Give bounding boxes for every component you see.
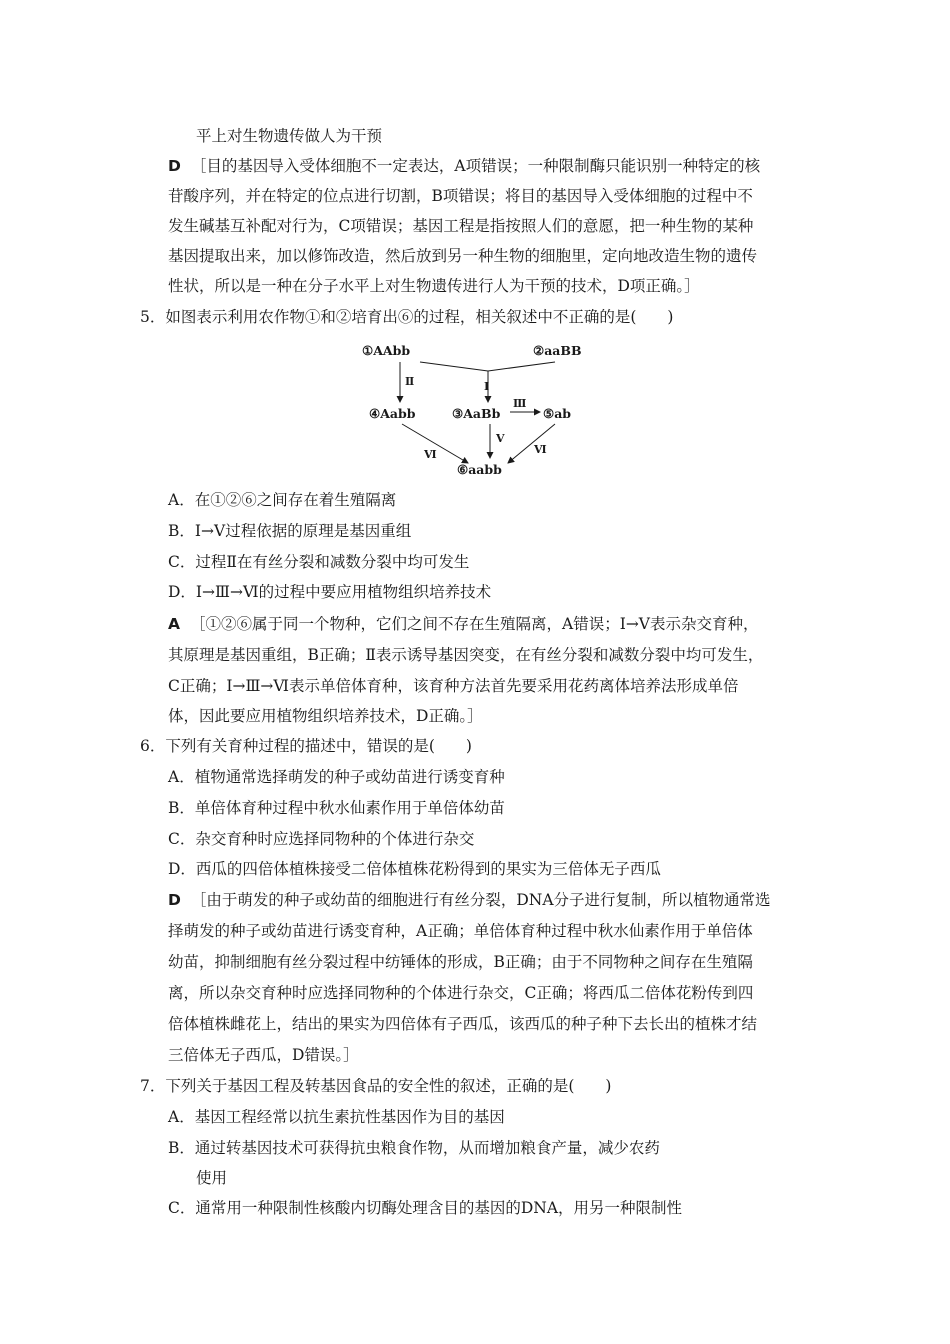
q6-explanation-line: 三倍体无子西瓜，D错误。］ — [168, 1046, 359, 1064]
q5-explanation-line: C正确；Ⅰ→Ⅲ→Ⅵ表示单倍体育种，该育种方法首先要采用花药离体培养法形成单倍 — [168, 677, 739, 695]
q5-explanation-line: 体，因此要应用植物组织培养技术，D正确。］ — [168, 707, 483, 725]
label-I: Ⅰ — [484, 380, 490, 393]
node-4: ④Aabb — [369, 406, 416, 421]
q5-stem: 5．如图表示利用农作物①和②培育出⑥的过程，相关叙述中不正确的是( ) — [140, 308, 674, 326]
q6-answer: D — [168, 891, 181, 909]
arrow-5-to-6 — [508, 424, 555, 463]
prev-explanation-line: 基因提取出来，加以修饰改造，然后放到另一种生物的细胞里，定向地改造生物的遗传 — [168, 247, 758, 265]
label-VI-left: Ⅵ — [424, 448, 437, 461]
q6-explanation-line: 择萌发的种子或幼苗进行诱变育种，A正确；单倍体育种过程中秋水仙素作用于单倍体 — [168, 922, 753, 940]
prev-option-tail: 平上对生物遗传做人为干预 — [196, 127, 383, 145]
q7-option-a: A．基因工程经常以抗生素抗性基因作为目的基因 — [168, 1108, 505, 1126]
q6-explanation-line: 幼苗，抑制细胞有丝分裂过程中纺锤体的形成，B正确；由于不同物种之间存在生殖隔 — [168, 953, 753, 971]
node-1: ①AAbb — [362, 343, 411, 358]
prev-explanation-line: 苷酸序列，并在特定的位点进行切割，B项错误；将目的基因导入受体细胞的过程中不 — [168, 187, 753, 205]
node-6: ⑥aabb — [457, 462, 502, 477]
prev-explanation-line: 发生碱基互补配对行为，C项错误；基因工程是指按照人们的意愿，把一种生物的某种 — [168, 217, 754, 235]
line-1-join — [420, 362, 488, 371]
q5-option-a: A．在①②⑥之间存在着生殖隔离 — [168, 491, 397, 509]
q6-option-d: D．西瓜的四倍体植株接受二倍体植株花粉得到的果实为三倍体无子西瓜 — [168, 860, 661, 878]
prev-explanation-line: D ［目的基因导入受体细胞不一定表达，A项错误；一种限制酶只能识别一种特定的核 — [168, 157, 761, 175]
q7-stem: 7．下列关于基因工程及转基因食品的安全性的叙述，正确的是( ) — [140, 1077, 612, 1095]
node-2: ②aaBB — [533, 343, 582, 358]
node-5: ⑤ab — [543, 406, 572, 421]
q5-option-d: D．Ⅰ→Ⅲ→Ⅵ的过程中要应用植物组织培养技术 — [168, 583, 492, 601]
q5-option-b: B．Ⅰ→Ⅴ过程依据的原理是基因重组 — [168, 522, 412, 540]
q6-explanation-line: 倍体植株雌花上，结出的果实为四倍体有子西瓜，该西瓜的种子种下去长出的植株才结 — [168, 1015, 758, 1033]
prev-explanation-line: 性状，所以是一种在分子水平上对生物遗传进行人为干预的技术，D项正确。］ — [168, 277, 700, 295]
q6-option-b: B．单倍体育种过程中秋水仙素作用于单倍体幼苗 — [168, 799, 505, 817]
q6-stem: 6．下列有关育种过程的描述中，错误的是( ) — [140, 737, 472, 755]
q5-answer: A — [168, 615, 180, 633]
q6-explanation-line: D ［由于萌发的种子或幼苗的细胞进行有丝分裂，DNA分子进行复制，所以植物通常选 — [168, 891, 771, 909]
label-VI-right: Ⅵ — [534, 443, 547, 456]
q5-explanation-line: A ［①②⑥属于同一个物种，它们之间不存在生殖隔离，A错误；Ⅰ→Ⅴ表示杂交育种， — [168, 615, 759, 633]
q7-option-b-cont: 使用 — [196, 1169, 228, 1187]
breeding-diagram — [360, 338, 600, 483]
q6-option-a: A．植物通常选择萌发的种子或幼苗进行诱变育种 — [168, 768, 505, 786]
label-II: Ⅱ — [405, 375, 415, 388]
prev-answer: D — [168, 157, 181, 175]
q7-option-b: B．通过转基因技术可获得抗虫粮食作物，从而增加粮食产量，减少农药 — [168, 1139, 660, 1157]
line-2-join — [488, 362, 555, 371]
label-III: Ⅲ — [513, 397, 527, 410]
node-3: ③AaBb — [452, 406, 501, 421]
q7-option-c: C．通常用一种限制性核酸内切酶处理含目的基因的DNA，用另一种限制性 — [168, 1199, 683, 1217]
q5-option-c: C．过程Ⅱ在有丝分裂和减数分裂中均可发生 — [168, 553, 470, 571]
q5-explanation-line: 其原理是基因重组，B正确；Ⅱ表示诱导基因突变，在有丝分裂和减数分裂中均可发生， — [168, 646, 764, 664]
label-V: Ⅴ — [496, 432, 505, 445]
q6-explanation-line: 离，所以杂交育种时应选择同物种的个体进行杂交，C正确；将西瓜二倍体花粉传到四 — [168, 984, 754, 1002]
q6-option-c: C．杂交育种时应选择同物种的个体进行杂交 — [168, 830, 475, 848]
